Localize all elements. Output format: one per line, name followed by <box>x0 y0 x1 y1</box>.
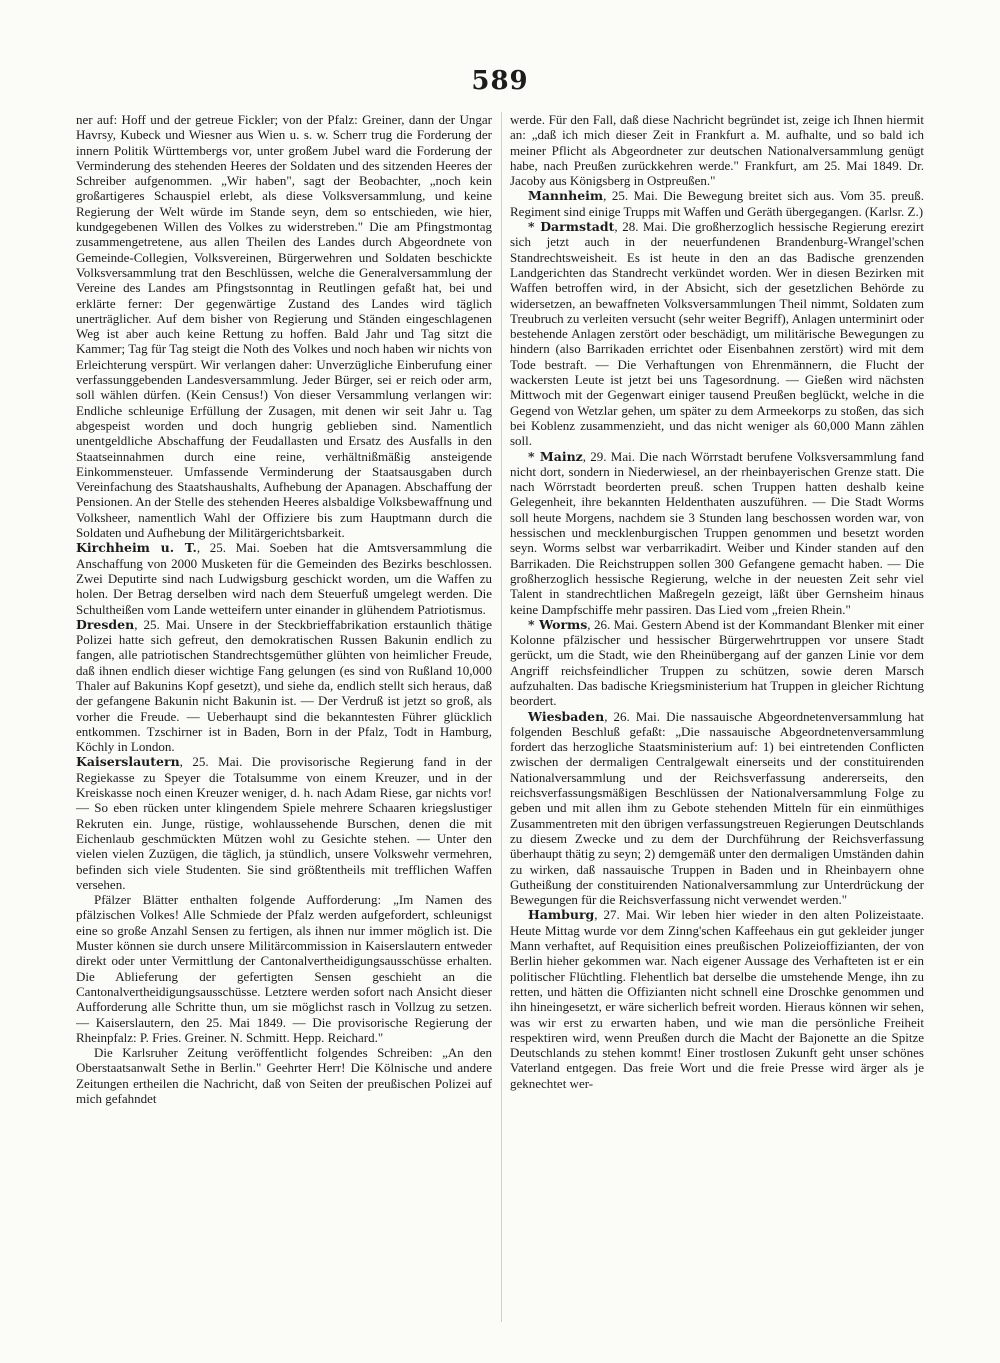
article-text: , 29. Mai. Die nach Wörrstadt berufene Volksversammlung fand nicht dort, sondern in Niederwiesel, an der rheinbayerischen Grenze statt. Die nach Wörrstadt beorderten preuß. schen Truppen hatten deshalb keine Gelegenheit, ihre bekannten Heldenthaten auszuführen. — Die Stadt Worms soll heute Morgens, nachdem sie 3 Stunden lang beschossen worden war, von hessischen und mecklenburgischen Truppen genommen und besetzt worden seyn. Worms selbst war verbarrikadirt. Weiber und Kinder standen auf den Barrikaden. Die Reichstruppen sollen 300 Gefangene gemacht haben. — Die großherzoglich hessische Regierung, welche in der neuesten Zeit sehr viel Talent in standrechtlichen Maßregeln gezeigt, läßt über Gernsheim hinaus keine Dampfschiffe mehr passiren. Das Lied vom „freien Rhein." <box>510 448 924 617</box>
article-text: , 27. Mai. Wir leben hier wieder in den alten Polizeistaate. Heute Mittag wurde vor dem Zinng'schen Kaffeehaus ein gut gekleider junger Mann verhaftet, auf Requisition eines preußischen Polizeioffizianten, der von Berlin hieher gekommen war. Nach eigener Aussage des Verhafteten ist er ein politischer Flüchtling. Flehentlich bat derselbe die umstehende Menge, ihn zu retten, und hätten die Offizianten nicht schnell eine Droschke genommen und ihn hineingesetzt, er wäre sicherlich befreit worden. Hieraus können wir sehen, was wir erst zu erwarten haben, und wie man die persönliche Freiheit respektiren wird, wenn Preußen durch die Macht der Bajonette an die Spitze Deutschlands zu stehen kommt! Einer trostlosen Zukunft geht unser schönes Vaterland entgegen. Das freie Wort und die freie Presse wird ärger als je geknechtet wer- <box>510 907 924 1091</box>
right-column <box>510 112 924 1327</box>
article-dateline: Kirchheim u. T. <box>76 540 197 556</box>
article-paragraph <box>510 449 924 617</box>
article-text: ner auf: Hoff und der getreue Fickler; von der Pfalz: Greiner, dann der Ungar Havrsy, Kubeck und Wiesner aus Wien u. s. w. Scherr trug die Forderung der innern Politik Württembergs vor, unter großem Jubel ward die Forderung der Verminderung des stehenden Heeres der Soldaten und des sitzenden Heeres der Schreiber aufgenommen. „Wir haben", sagt der Beobachter, „noch kein großartigeres Schauspiel erlebt, als diese Volksversammlung, und keine Regierung der Welt würde im Stande seyn, dem so entschieden, wie hier, kundgegebenen Willen des Volkes zu widerstreben." Die am Pfingstmontag zusammengetretene, aus allen Theilen des Landes durch Abgeordnete von Gemeinde-Collegien, Volksvereinen, Bürgerwehren und Soldaten beschickte Volksversammlung trat den Beschlüssen, welche die Generalversammlung der Vereine des Landes am Pfingstsonntag in Reutlingen gefaßt hat, bei und erklärte ferner: Der gegenwärtige Zustand des Landes wird täglich unerträglicher. Auf dem bisher von Regierung und Ständen eingeschlagenen Weg ist aber auch keine Rettung zu hoffen. Bald Jahr und Tag sitzt die Kammer; Tag für Tag steigt die Noth des Volkes und noch haben wir nichts von Erleichterung verspürt. Wir verlangen daher: Unverzügliche Einberufung einer verfassunggebenden Landesversammlung. Jeder Bürger, sei er reich oder arm, soll wählen dürfen. (Kein Census!) Von dieser Versammlung verlangen wir: Endliche schleunige Erfüllung der Zusagen, mit denen wir seit Jahr u. Tag abgespeist worden und doch hungrig geblieben sind. Namentlich unentgeldliche Abschaffung der Feudallasten und Ersatz des Ausfalls in den Staatseinnahmen durch eine reine, verhältnißmäßig ansteigende Einkommensteuer. Umfassende Verminderung der Staatsausgaben durch Vereinfachung des Staatshaushalts, Aufhebung der Apanagen. Abschaffung der Pensionen. An der Stelle des stehenden Heeres alsbaldige Volksbewaffnung und Volksheer, namentlich Wahl der Offiziere bis zum Hauptmann durch die Soldaten und Aufhebung der Militärgerichtsbarkeit. <box>76 112 492 541</box>
article-dateline: Kaiserslautern <box>76 754 180 770</box>
article-paragraph <box>76 892 492 1045</box>
article-paragraph <box>76 540 492 616</box>
article-text: , 25. Mai. Die Bewegung breitet sich aus. Vom 35. preuß. Regiment sind einige Trupps mit Waffen und Geräth übergegangen. (Karlsr. Z.) <box>510 188 924 219</box>
article-text: , 26. Mai. Gestern Abend ist der Kommandant Blenker mit einer Kolonne pfälzischer und hessischer Bürgerwehrtruppen vor unsere Stadt gerückt, um die Stadt, wie den Rheinübergang auf der ganzen Linie vor dem Angriff reichsfeindlicher Truppen zu schützen, sowie deren Marsch aufzuhalten. Das badische Kriegsministerium hat Truppen in gleicher Richtung beordert. <box>510 616 924 709</box>
article-paragraph <box>510 617 924 709</box>
article-text: werde. Für den Fall, daß diese Nachricht begründet ist, zeige ich Ihnen hiermit an: „daß ich mich dieser Zeit in Frankfurt a. M. aufhalte, und so bald ich meiner Pflicht als Abgeordneter zur deutschen Nationalversammlung genügt habe, nach Preußen zurückkehren werde." Frankfurt, am 25. Mai 1849. Dr. Jacoby aus Königsberg in Ostpreußen." <box>510 112 924 189</box>
article-text: , 25. Mai. Die provisorische Regierung fand in der Regiekasse zu Speyer die Totalsumme von einem Kreuzer, und in der Kreiskasse noch einen Kreuzer weniger, d. h. nach Adam Riese, gar nichts vor! — So eben rücken unter klingendem Spiele mehrere Schaaren kriegslustiger Rekruten ein. Junge, rüstige, wohlaussehende Burschen, denen die mit Eichenlaub geschmückten Mützen wohl zu Gesichte stehen. — Unter den vielen vielen Zuzügen, die täglich, ja stündlich, unsere Volkswehr vermehren, befinden sich viele Studenten. Sie sind größtentheils mit trefflichen Waffen versehen. <box>76 754 492 892</box>
article-paragraph <box>510 907 924 1091</box>
article-dateline: * Darmstadt <box>528 219 615 235</box>
article-paragraph <box>76 112 492 540</box>
article-text: , 25. Mai. Unsere in der Steckbrieffabrikation erstaunlich thätige Polizei hatte sich gefreut, den demokratischen Russen Bakunin endlich zu fangen, alle patriotischen Standrechtsgemüther glühten von heimlicher Freude, daß ihnen endlich dieser wichtige Fang gelungen (es sind von Rußland 10,000 Thaler auf Bakunins Kopf gesetzt), und siehe da, endlich stellt sich heraus, daß der gefangene Bakunin nicht Bakunin ist. — Der Verdruß ist jetzt so groß, als vorher die Freude. — Ueberhaupt sind die bekanntesten Führer glücklich entkommen. Tzschirner ist in Baden, Born in der Pfalz, Todt in Hamburg, Köchly in London. <box>76 616 492 755</box>
article-paragraph <box>76 1045 492 1106</box>
article-dateline: * Mainz <box>528 448 583 464</box>
article-paragraph <box>510 112 924 188</box>
article-paragraph <box>510 188 924 219</box>
article-text: , 25. Mai. Soeben hat die Amtsversammlung die Anschaffung von 2000 Musketen für die Gemeinden des Bezirks beschlossen. Zwei Deputirte sind nach Ludwigsburg geschickt worden, um die Waffen zu holen. Der Betrag derselben wird nach dem Steuerfuß umgelegt werden. Die Schultheißen vom Lande wetteifern unter einander in glühendem Patriotismus. <box>76 540 492 617</box>
article-dateline: Dresden <box>76 616 135 632</box>
left-column <box>76 112 492 1327</box>
page-number: 589 <box>471 66 529 96</box>
article-dateline: Mannheim <box>528 188 604 204</box>
article-text: , 26. Mai. Die nassauische Abgeordnetenversammlung hat folgenden Beschluß gefaßt: „Die nassauische Abgeordnetenversammlung fordert das herzogliche Staatsministerium auf: 1) bei eintretenden Conflicten zwischen der dermaligen Centralgewalt einerseits und der constituirenden Nationalversammlung und der Reichsverfassung andererseits, den reichsverfassungsmäßigen Beschlüssen der Nationalversammlung Folge zu geben und mit allen ihm zu Gebote stehenden Mitteln für ein einmüthiges Zusammentreten mit den übrigen verfassungstreuen Regierungen Deutschlands zu diesem Zwecke und zu dem der Durchführung der Reichsverfassung überhaupt thätig zu seyn; 2) demgemäß unter den dermaligen Umständen dahin zu wirken, daß nassauische Truppen in Baden und in Rheinbayern ohne Gutheißung der constituirenden Nationalversammlung zur Unterdrückung der Bewegungen für die Reichsverfassung nicht verwendet werden." <box>510 708 924 908</box>
article-dateline: Wiesbaden <box>528 708 605 724</box>
article-paragraph <box>76 617 492 755</box>
article-dateline: Hamburg <box>528 907 595 923</box>
article-paragraph <box>510 709 924 908</box>
article-dateline: * Worms <box>528 616 588 632</box>
article-paragraph <box>76 754 492 892</box>
column-divider <box>501 112 502 1322</box>
article-text: Die Karlsruher Zeitung veröffentlicht folgendes Schreiben: „An den Oberstaatsanwalt Sethe in Berlin." Geehrter Herr! Die Kölnische und andere Zeitungen ertheilen die Nachricht, daß von Seiten der preußischen Polizei auf mich gefahndet <box>76 1045 492 1106</box>
article-text: , 28. Mai. Die großherzoglich hessische Regierung erezirt sich jetzt auch in der neuerfundenen Brandenburg-Wrangel'schen Standrechtsweisheit. Es ist heute in den an das Badische grenzenden Landgerichten das Standrecht verkündet worden. Wer in diesen Bezirken mit Waffen betroffen wird, in der Absicht, sich der gesetzlichen Behörde zu widersetzen, an bewaffneten Volksversammlungen Theil nimmt, Soldaten zum Treubruch zu verleiten versucht (sehr weiter Begriff), Anlagen unterminirt oder bestehende Anlagen zerstört oder beschädigt, um militärische Bewegungen zu hindern (also Barrikaden errichtet oder Eisenbahnen zerstört) wird mit dem Tode bestraft. — Die Verhaftungen von Ehrenmännern, die Flucht der wackersten Leute ist jetzt bei uns Tagesordnung. — Gießen wird nächsten Mittwoch mit der Gegenwart einiger tausend Preußen beglückt, welche in die Gegend von Wetzlar gehen, um später zu dem Armeekorps zu stoßen, das sich bei Koblenz zusammenzieht, und das nicht weniger als 60,000 Mann zählen soll. <box>510 219 924 449</box>
article-text: Pfälzer Blätter enthalten folgende Aufforderung: „Im Namen des pfälzischen Volkes! Alle Schmiede der Pfalz werden aufgefordert, schleunigst eine so große Anzahl Sensen zu fertigen, als ihnen nur immer möglich ist. Die Muster können sie durch unsere Militärcommission in Kaiserslautern entweder direkt oder unter Vermittlung der Cantonalvertheidigungsausschüsse erhalten. Die Ablieferung der gefertigten Sensen geschieht an die Cantonalvertheidigungsausschüsse. Letztere werden sofort nach Ansicht dieser Aufforderung alle Schritte thun, um sie möglichst rasch in Vollzug zu setzen. — Kaiserslautern, den 25. Mai 1849. — Die provisorische Regierung der Rheinpfalz: P. Fries. Greiner. N. Schmitt. Hepp. Reichard." <box>76 892 492 1045</box>
article-paragraph <box>510 219 924 448</box>
